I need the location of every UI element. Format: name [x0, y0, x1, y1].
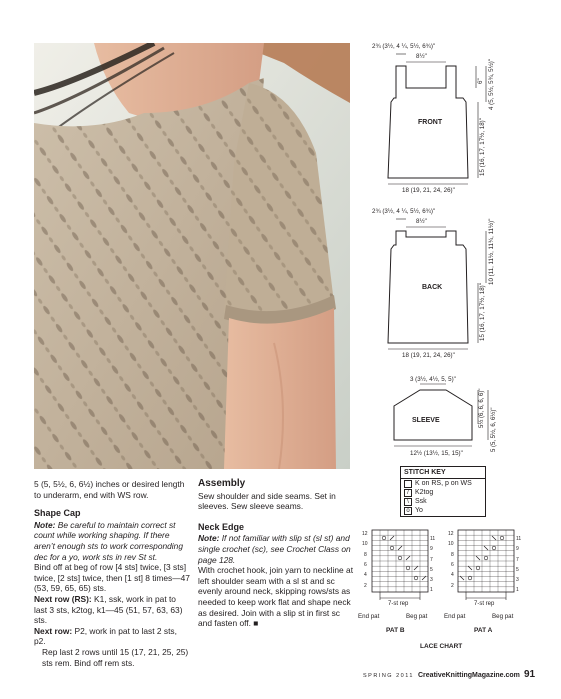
pat-a-left-row: 10	[448, 541, 454, 547]
pat-b-left-row: 4	[364, 572, 367, 578]
pat-a-left-row: 6	[451, 562, 454, 568]
back-top-dim-2: 8½"	[416, 218, 427, 225]
sleeve-side-total: 5 (5, 5½, 6, 6½)"	[491, 407, 497, 452]
pat-a-right-row: 9	[516, 546, 519, 552]
pat-a-rep: 7-st rep	[474, 601, 495, 607]
sleeve-schematic	[380, 370, 520, 460]
pat-b-left-row: 6	[364, 562, 367, 568]
pat-b-end: End pat	[358, 613, 380, 620]
sleeve-bottom-dim: 12½ (13½, 15, 15)"	[410, 450, 463, 457]
front-side-short: 6"	[477, 78, 484, 84]
assembly-heading: Assembly	[198, 478, 246, 489]
front-top-dim-2: 8½"	[416, 53, 427, 60]
footer-season: SPRING 2011	[363, 673, 414, 679]
front-schematic	[358, 38, 528, 203]
stitch-key-item: / K2tog	[401, 488, 485, 497]
pat-b-right-row: 5	[430, 567, 433, 573]
knit-symbol-icon	[404, 480, 412, 488]
footer-site[interactable]: CreativeKnittingMagazine.com	[418, 672, 520, 679]
pat-a-right-row: 3	[516, 577, 519, 583]
pat-a-left-row: 4	[451, 572, 454, 578]
pat-b-right-row: 3	[430, 577, 433, 583]
neck-edge-heading: Neck Edge	[198, 521, 245, 532]
lace-chart	[358, 526, 528, 654]
stitch-key-item: \ Ssk	[401, 497, 485, 506]
back-top-dim-1: 2¾ (3½, 4 ¼, 5½, 6¾)"	[372, 208, 436, 215]
k2tog-symbol-icon: /	[404, 489, 412, 497]
pat-a-left-row: 12	[448, 531, 454, 537]
front-bottom-dim: 18 (19, 21, 24, 26)"	[402, 187, 455, 194]
pat-a-left-row: 2	[451, 583, 454, 589]
yo-symbol-icon: o	[404, 507, 412, 515]
back-label: BACK	[422, 284, 443, 291]
pat-b-right-row: 1	[430, 587, 433, 593]
left-column	[34, 479, 190, 668]
pat-a-right-row: 11	[516, 536, 522, 542]
shape-cap-heading: Shape Cap	[34, 508, 81, 519]
pat-b-grid	[372, 530, 428, 607]
middle-column	[198, 479, 354, 629]
back-side-outer: 10 (11, 11½, 11¾, 11½)"	[488, 218, 495, 285]
pat-b-left-row: 10	[362, 541, 368, 547]
page-number: 91	[524, 669, 536, 680]
front-label: FRONT	[418, 119, 443, 126]
back-bottom-dim: 18 (19, 21, 24, 26)"	[402, 352, 455, 359]
pat-a-left-row: 8	[451, 552, 454, 558]
back-schematic	[358, 203, 528, 363]
pat-b-left-row: 12	[362, 531, 368, 537]
front-side-outer: 4 (5, 5½, 5¾, 5½)"	[488, 58, 495, 110]
bind-off-text: Bind off at beg of row [4 sts] twice, [3 sts] twice, [2 sts] twice, then [1 st] 8 times—47 (53, 59, 65, 65) sts.	[34, 562, 190, 594]
stitch-key-item: o Yo	[401, 506, 485, 515]
sweater-photo	[34, 43, 350, 469]
pat-b-left-row: 8	[364, 552, 367, 558]
pat-b-rep: 7-st rep	[388, 601, 409, 607]
next-row: Next row: P2, work in pat to last 2 sts, p2.	[34, 625, 177, 647]
stitch-key-item: K on RS, p on WS	[401, 479, 485, 488]
repeat-text: Rep last 2 rows until 15 (17, 21, 25, 25) sts rem. Bind off rem sts.	[42, 646, 189, 668]
front-side-length: 15 (16, 17, 17½, 18)"	[479, 118, 486, 176]
front-top-dim-1: 2¾ (3½, 4 ¼, 5½, 6¾)"	[372, 43, 436, 50]
pat-a-title: PAT A	[474, 627, 493, 634]
pat-a-right-row: 5	[516, 567, 519, 573]
pat-b-right-row: 9	[430, 546, 433, 552]
pat-b-right-row: 7	[430, 557, 433, 563]
pat-a-grid	[458, 530, 514, 607]
back-side-length: 15 (16, 17, 17½, 18)"	[479, 283, 486, 341]
sleeve-top-dim: 3 (3½, 4½, 5, 5)"	[410, 376, 456, 383]
pat-b-right-row: 11	[430, 536, 436, 542]
intro-text: 5 (5, 5½, 6, 6½) inches or desired length to underarm, end with WS row.	[34, 479, 185, 500]
pat-a-right-row: 1	[516, 587, 519, 593]
sleeve-label: SLEEVE	[412, 417, 440, 424]
pat-a-beg: Beg pat	[492, 613, 514, 620]
pat-b-left-row: 2	[364, 583, 367, 589]
pat-b-title: PAT B	[386, 627, 405, 634]
assembly-text: Sew shoulder and side seams. Set in sleeves. Sew sleeve seams.	[198, 490, 336, 512]
pat-a-right-row: 7	[516, 557, 519, 563]
lace-chart-caption: LACE CHART	[420, 643, 463, 650]
ssk-symbol-icon: \	[404, 498, 412, 506]
pat-b-beg: Beg pat	[406, 613, 428, 620]
stitch-key-title: STITCH KEY	[401, 467, 485, 479]
next-row-rs: Next row (RS): K1, ssk, work in pat to last 3 sts, k2tog, k1—45 (51, 57, 63, 63) sts.	[34, 593, 183, 626]
pat-a-end: End pat	[444, 613, 466, 620]
model-illustration	[34, 43, 350, 469]
stitch-key	[400, 466, 486, 517]
shape-cap-note: Note: Be careful to maintain correct st count while working shaping. If there aren’t enough sts to work corresponding dec for a yo, work sts in rev St st.	[34, 519, 183, 562]
sleeve-side-cap: 5½ (6, 6, 6, 6)"	[479, 388, 485, 428]
neck-note: Note: If not familiar with slip st (sl st) and single crochet (sc), see Crochet Class on page 128.	[198, 533, 351, 565]
neck-text: With crochet hook, join yarn to neckline at left shoulder seam with a sl st and sc evenly around neck, skipping rows/sts as needed to keep work flat and shape neck as desired. Join with a slip st in first sc and fasten off. ■	[198, 565, 354, 629]
